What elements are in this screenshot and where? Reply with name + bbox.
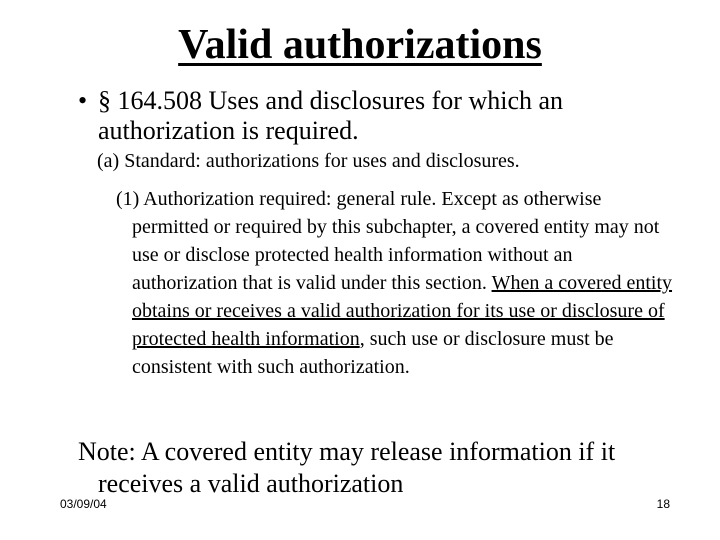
page-number: 18 bbox=[656, 497, 670, 511]
sub-point-1-underlined-text: When a covered entity obtains or receives a valid authorization for its use or disclosure of protected health information bbox=[132, 272, 673, 350]
sub-point-1-text-start: (1) Authorization required: general rule. Except as otherwise permitted or required by this subchapter, a covered entity may not use or disclose protected health information without an authorization that is valid under this section. bbox=[116, 188, 660, 294]
sub-point-a: (a) Standard: authorizations for uses and disclosures. bbox=[97, 150, 520, 172]
slide-title: Valid authorizations bbox=[178, 22, 542, 68]
bullet-text: § 164.508 Uses and disclosures for which an authorization is required. bbox=[98, 86, 564, 145]
bullet-dot: • bbox=[78, 86, 88, 115]
sub-point-1 bbox=[116, 185, 676, 381]
footer-date: 03/09/04 bbox=[60, 497, 107, 511]
sub-point-1-paragraph bbox=[116, 185, 676, 381]
sub-point-1-text-end: , such use or disclosure must be consistent with such authorization. bbox=[132, 328, 614, 378]
note bbox=[78, 436, 698, 500]
note-text: Note: A covered entity may release information if it receives a valid authorization bbox=[78, 437, 616, 498]
